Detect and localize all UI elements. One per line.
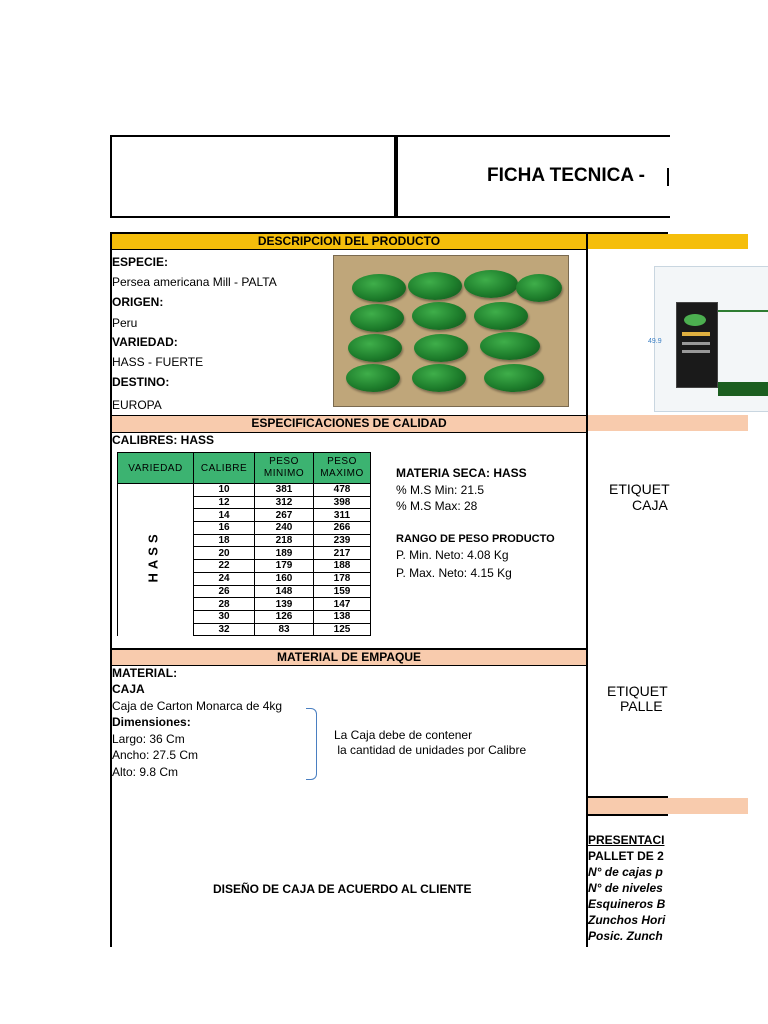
band-especificaciones-label: ESPECIFICACIONES DE CALIDAD — [251, 416, 447, 430]
etiqueta-pallet-1: ETIQUET — [607, 683, 668, 699]
origen-value: Peru — [112, 316, 138, 330]
dimensiones-label: Dimensiones: — [112, 715, 191, 729]
band-material — [112, 648, 586, 666]
peso-max-cell: 188 — [314, 560, 371, 573]
band-especificaciones — [112, 415, 586, 433]
peso-min-cell: 160 — [255, 572, 314, 585]
material-label: MATERIAL: — [112, 666, 178, 680]
presentacion-label: PRESENTACI — [588, 833, 665, 847]
calibre-cell: 20 — [194, 547, 255, 560]
band-right-peach-1 — [588, 415, 748, 431]
zunchos-label: Zunchos Hori — [588, 913, 666, 927]
calibre-cell: 18 — [194, 534, 255, 547]
peso-min-cell: 381 — [255, 484, 314, 497]
origen-label: ORIGEN: — [112, 295, 164, 309]
p-max: P. Max. Neto: 4.15 Kg — [396, 566, 512, 580]
peso-max-cell: 138 — [314, 610, 371, 623]
calibre-cell: 10 — [194, 484, 255, 497]
etiqueta-caja-1: ETIQUET — [609, 481, 670, 497]
brace-bracket — [306, 708, 317, 780]
peso-min-cell: 218 — [255, 534, 314, 547]
header-logo-box — [110, 135, 398, 218]
peso-max-cell: 159 — [314, 585, 371, 598]
ms-min: % M.S Min: 21.5 — [396, 483, 485, 497]
etiqueta-pallet-2: PALLE — [620, 698, 663, 714]
materia-seca-title: MATERIA SECA: HASS — [396, 466, 527, 480]
band-material-label: MATERIAL DE EMPAQUE — [276, 650, 421, 664]
band-right-peach-2 — [588, 798, 748, 814]
destino-value: EUROPA — [112, 398, 162, 412]
band-descripcion-label: DESCRIPCION DEL PRODUCTO — [257, 234, 441, 248]
th-calibre: CALIBRE — [194, 453, 255, 484]
note-line-1: La Caja debe de contener — [334, 728, 473, 742]
peso-max-cell: 266 — [314, 522, 371, 535]
calibre-cell: 26 — [194, 585, 255, 598]
ms-max: % M.S Max: 28 — [396, 499, 478, 513]
peso-min-cell: 179 — [255, 560, 314, 573]
calibre-cell: 32 — [194, 623, 255, 636]
cajas-label: N° de cajas p — [588, 865, 663, 879]
th-peso-maximo: PESO MAXIMO — [314, 453, 371, 484]
table-row — [118, 484, 371, 497]
caja-value: Caja de Carton Monarca de 4kg — [112, 699, 283, 713]
especie-label: ESPECIE: — [112, 255, 169, 269]
calibres-label: CALIBRES: HASS — [112, 433, 215, 447]
th-peso-minimo: PESO MINIMO — [255, 453, 314, 484]
peso-min-cell: 312 — [255, 496, 314, 509]
ancho-value: Ancho: 27.5 Cm — [112, 748, 199, 762]
calibre-cell: 12 — [194, 496, 255, 509]
peso-max-cell: 217 — [314, 547, 371, 560]
th-variedad: VARIEDAD — [118, 453, 194, 484]
rango-title: RANGO DE PESO PRODUCTO — [396, 533, 555, 545]
caja-label: CAJA — [112, 682, 145, 696]
page-title: FICHA TECNICA - — [487, 165, 645, 186]
avocado-box-photo — [333, 255, 569, 407]
calibre-cell: 30 — [194, 610, 255, 623]
title-cut-bar — [667, 168, 669, 186]
destino-label: DESTINO: — [112, 375, 170, 389]
peso-min-cell: 240 — [255, 522, 314, 535]
niveles-label: N° de niveles — [588, 881, 663, 895]
right-lower-divider-2 — [588, 814, 668, 816]
etiqueta-caja-2: CAJA — [632, 497, 668, 513]
peso-min-cell: 148 — [255, 585, 314, 598]
calibre-cell: 24 — [194, 572, 255, 585]
peso-max-cell: 147 — [314, 598, 371, 611]
calibre-cell: 16 — [194, 522, 255, 535]
variety-vertical-label: HASS — [145, 530, 161, 583]
label-drawing — [640, 262, 768, 412]
peso-min-cell: 267 — [255, 509, 314, 522]
peso-min-cell: 126 — [255, 610, 314, 623]
band-descripcion — [112, 234, 586, 250]
peso-min-cell: 139 — [255, 598, 314, 611]
peso-max-cell: 125 — [314, 623, 371, 636]
especie-value: Persea americana Mill - PALTA — [112, 275, 277, 289]
pallet-label: PALLET DE 2 — [588, 849, 664, 863]
peso-max-cell: 178 — [314, 572, 371, 585]
peso-min-cell: 83 — [255, 623, 314, 636]
peso-max-cell: 239 — [314, 534, 371, 547]
right-clip-mask — [668, 826, 768, 948]
calibre-cell: 14 — [194, 509, 255, 522]
peso-max-cell: 398 — [314, 496, 371, 509]
variedad-label: VARIEDAD: — [112, 335, 178, 349]
label-dim-mark: 49.9 — [648, 338, 662, 345]
alto-value: Alto: 9.8 Cm — [112, 765, 179, 779]
peso-max-cell: 311 — [314, 509, 371, 522]
calibre-cell: 22 — [194, 560, 255, 573]
peso-min-cell: 189 — [255, 547, 314, 560]
largo-value: Largo: 36 Cm — [112, 732, 185, 746]
calibre-cell: 28 — [194, 598, 255, 611]
peso-max-cell: 478 — [314, 484, 371, 497]
posic-label: Posic. Zunch — [588, 929, 663, 943]
design-text: DISEÑO DE CAJA DE ACUERDO AL CLIENTE — [213, 882, 472, 896]
p-min: P. Min. Neto: 4.08 Kg — [396, 548, 509, 562]
note-line-2: la cantidad de unidades por Calibre — [334, 743, 527, 757]
band-right-yellow — [588, 234, 748, 249]
esquineros-label: Esquineros B — [588, 897, 666, 911]
variedad-value: HASS - FUERTE — [112, 355, 204, 369]
